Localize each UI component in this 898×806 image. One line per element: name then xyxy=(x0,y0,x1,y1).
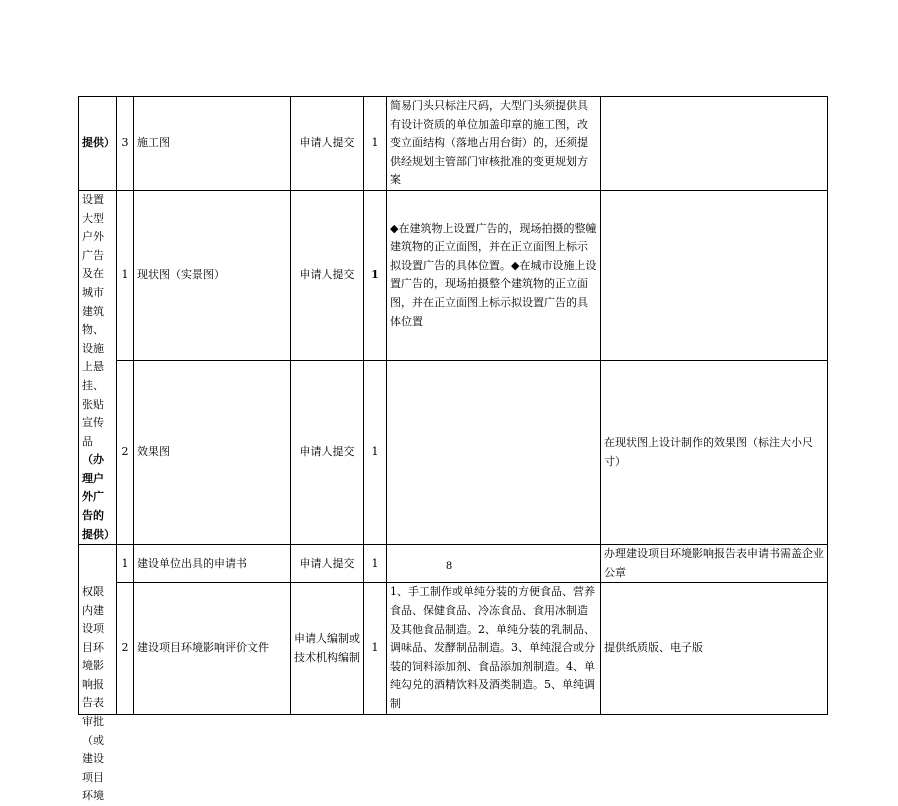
table-row xyxy=(79,97,828,191)
copy-count: 1 xyxy=(364,190,387,360)
requirement: ◆在建筑物上设置广告的，现场拍摄的整幢建筑物的正立面图，并在正立面图上标示拟设置广告的具体位置。◆在城市设施上设置广告的，现场拍摄整个建筑物的正立面图，并在正立面图上标示拟设置广告的具体位置 xyxy=(387,190,601,360)
category-bold-text: （办理户外广告的提供） xyxy=(82,453,115,541)
table-row xyxy=(79,360,828,544)
copy-count: 1 xyxy=(364,360,387,544)
note: 办理建设项目环境影响报告表申请书需盖企业公章 xyxy=(601,545,828,583)
material-name: 建设单位出具的申请书 xyxy=(134,545,291,583)
material-name: 建设项目环境影响评价文件 xyxy=(134,583,291,714)
material-name: 效果图 xyxy=(134,360,291,544)
submitter: 申请人编制或技术机构编制 xyxy=(291,583,364,714)
note xyxy=(601,190,828,360)
note: 提供纸质版、电子版 xyxy=(601,583,828,714)
item-number: 1 xyxy=(117,190,134,360)
requirement: 1、手工制作或单纯分装的方便食品、营养食品、保健食品、冷冻食品、食用冰制造及其他食品制造。2、单纯分装的乳制品、调味品、发酵制品制造。3、单纯混合或分装的饲料添加剂、食品添加剂制造。4、单纯勾兑的酒精饮料及酒类制造。5、单纯调制 xyxy=(387,583,601,714)
copy-count: 1 xyxy=(364,545,387,583)
copy-count: 1 xyxy=(364,97,387,191)
item-number: 2 xyxy=(117,360,134,544)
note: 在现状图上设计制作的效果图（标注大小尺寸） xyxy=(601,360,828,544)
material-name: 现状图（实景图） xyxy=(134,190,291,360)
material-name: 施工图 xyxy=(134,97,291,191)
page-number: 8 xyxy=(445,561,453,572)
table-row xyxy=(79,190,828,360)
category-text: 权限内建设项目环境影响报告表审批（或建设项目环境 xyxy=(82,584,104,803)
item-number: 2 xyxy=(117,583,134,714)
note xyxy=(601,97,828,191)
submitter: 申请人提交 xyxy=(291,360,364,544)
table-row xyxy=(79,583,828,714)
submitter: 申请人提交 xyxy=(291,97,364,191)
item-number: 3 xyxy=(117,97,134,191)
requirement xyxy=(387,360,601,544)
category-cell xyxy=(79,97,117,191)
copy-count: 1 xyxy=(364,583,387,714)
submitter: 申请人提交 xyxy=(291,190,364,360)
category-bold-text: 提供） xyxy=(82,136,115,150)
item-number: 1 xyxy=(117,545,134,583)
requirement: 简易门头只标注尺码，大型门头须提供具有设计资质的单位加盖印章的施工图，改变立面结构（落地占用台街）的，还须提供经规划主管部门审核批准的变更规划方案 xyxy=(387,97,601,191)
requirements-table xyxy=(78,96,828,803)
submitter: 申请人提交 xyxy=(291,545,364,583)
category-cell: 设置大型户外广告及在城市建筑物、设施上悬挂、张贴宣传品（办理户外广告的提供） xyxy=(79,190,117,544)
